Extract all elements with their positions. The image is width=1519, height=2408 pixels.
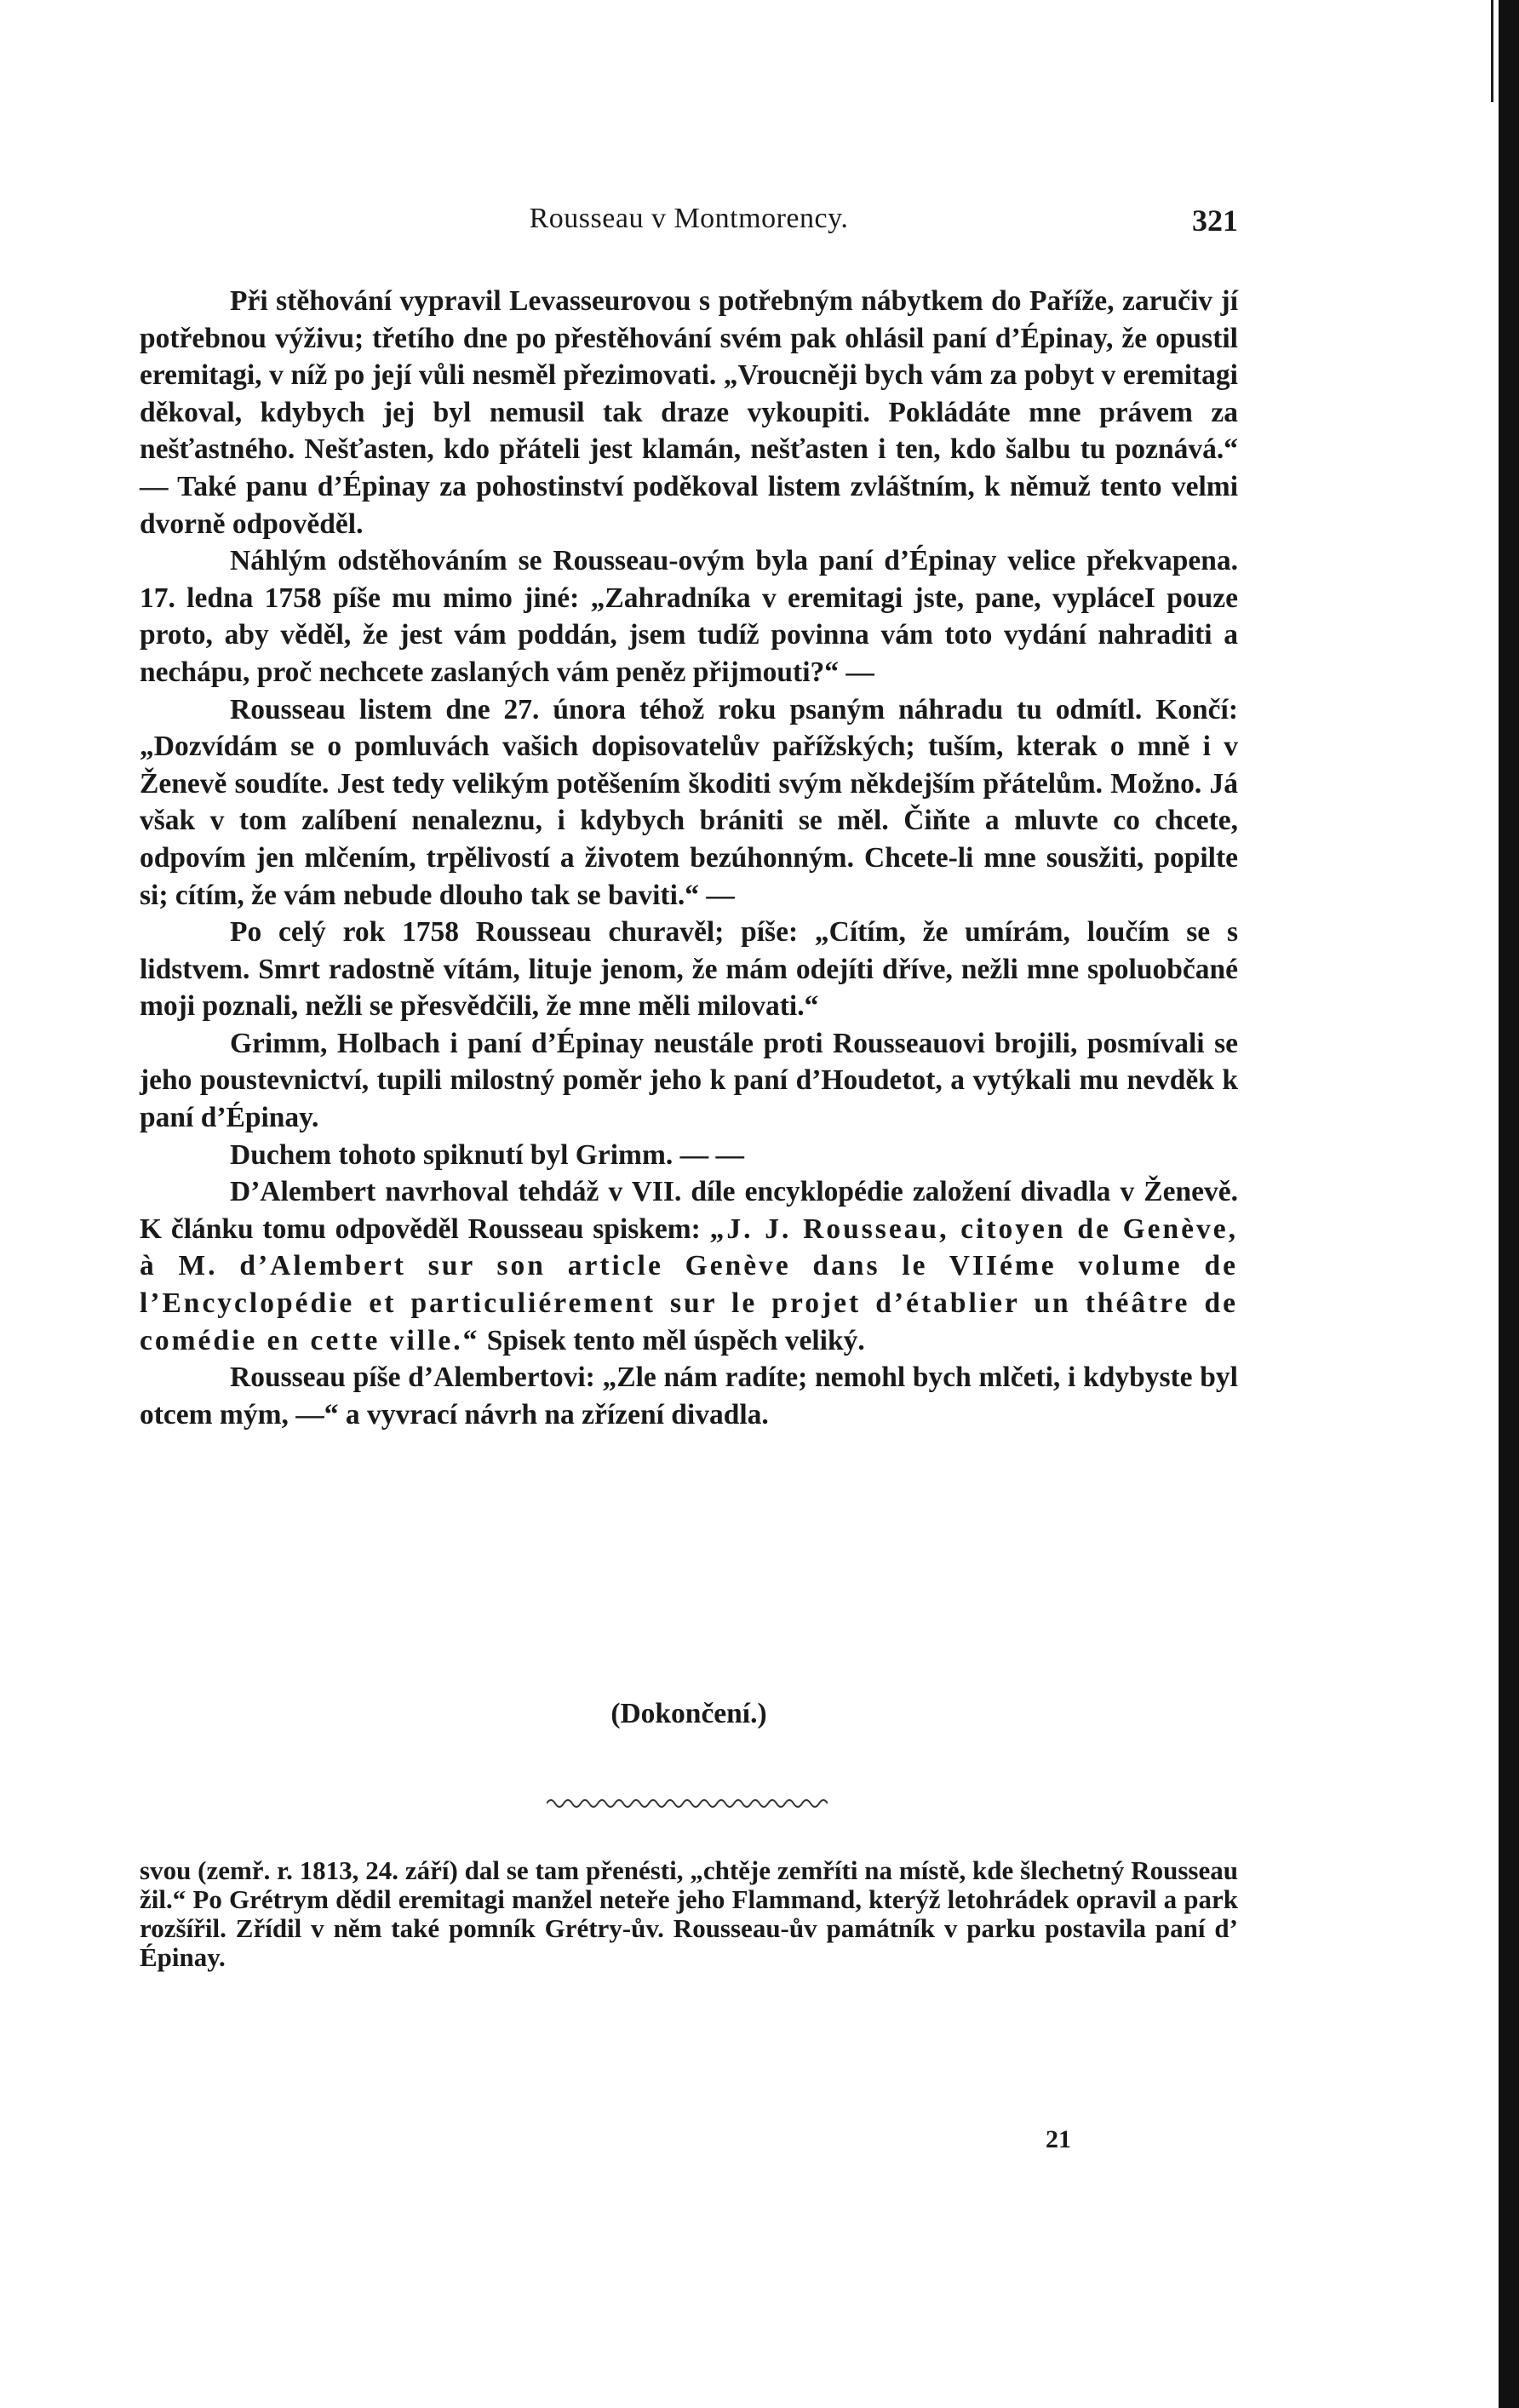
- scan-border: [1499, 0, 1519, 2408]
- paragraph-tail: Spisek tento měl úspěch: [486, 1324, 778, 1356]
- paragraph: Při stěhování vypravil Levasseurovou s potřebným nábytkem do Paříže, zaručiv jí potřebnou výživu; třetího dne po přestěhování svém pak ohlásil paní d’Épinay, že opustil eremitagi, v níž po její vůli nesměl přezimovati. „Vroucněji bych vám za pobyt v eremitagi děkoval, kdybych jej byl nemusil tak draze vykoupiti. Pokládáte mne právem za nešťastného. Nešťasten, kdo přáteli jest klamán, nešťasten i ten, kdo šalbu tu poznává.“ — Také panu d’Épinay za pohostinství poděkoval listem zvláštním, k němuž tento velmi dvorně odpověděl.: [140, 285, 1238, 540]
- paragraph: Rousseau listem dne 27. února téhož roku psaným náhradu tu odmítl. Končí: „Dozvídám se o pomluvách vašich dopisovatelův pařížských; tuším, kterak o mně i v Ženevě soudíte. Jest tedy velikým potěšením škoditi svým někdejším přátelům. Možno. Já však v tom zalíbení nenaleznu, i kdybych brániti se měl. Čiňte a mluvte co chcete, odpovím jen mlčením, trpělivostí a životem bezúhonným. Chcete-li mne sousžiti, popilte si; cítím, že vám nebude dlouho tak se baviti.“ —: [140, 693, 1238, 911]
- signature-mark: 21: [1046, 2125, 1071, 2153]
- body-text: [140, 283, 1238, 1433]
- paragraph: Po celý rok 1758 Rousseau churavěl; píše: „Cítím, že umírám, loučím se s lidstvem. Smrt radostně vítám, lituje jenom, že mám odejíti dříve, nežli mne spoluobčané moji poznali, nežli se přesvědčili, že mne měli milovati.“: [140, 916, 1238, 1023]
- paragraph: Duchem tohoto spiknutí byl Grimm. — —: [230, 1138, 744, 1171]
- page-header: [140, 203, 1238, 245]
- wavy-divider: [547, 1795, 828, 1812]
- paragraph-with-title: [140, 1173, 1238, 1359]
- paragraph: Náhlým odstěhováním se Rousseau-ovým byla paní d’Épinay velice překvapena. 17. ledna 1758 píše mu mimo jiné: „Zahradníka v eremitagi jste, pane, vypláceI pouze proto, aby věděl, že jest vám poddán, jsem tudíž povinna vám toto vydání nahraditi a nechápu, proč nechcete zaslaných vám peněz přijmouti?“ —: [140, 545, 1238, 688]
- scan-edge-line: [1491, 0, 1493, 102]
- closing-note: (Dokončení.): [610, 1698, 767, 1729]
- footnote: [140, 1856, 1238, 1972]
- paragraph-text: D’Alembert navrhoval tehdáž v VII. díle encyklopédie založení divadla v Ženevě. K článku tomu odpověděl Rousseau spiskem:: [140, 1176, 1238, 1245]
- paragraph: Grimm, Holbach i paní d’Épinay neustále proti Rousseauovi brojili, posmívali se jeho poustevnictví, tupili milostný poměr jeho k paní d’Houdetot, a vytýkali mu nevděk k paní d’Épinay.: [140, 1027, 1238, 1134]
- page-number: 321: [1192, 204, 1238, 238]
- paragraph: Rousseau píše d’Alembertovi: „Zle nám radíte; nemohl bych mlčeti, i kdybyste byl otcem mým, —“ a vyvrací návrh na zřízení divadla.: [140, 1362, 1238, 1430]
- french-title: „J. J. Rousseau, citoyen de Genève, à M. d’Alembert sur son article Genève dans le VIIéme volume de l’Encyclopédie et particuliérement sur le projet d’établier un théâtre de comédie en cette ville.“: [140, 1213, 1239, 1356]
- paragraph-tail-2: veliký.: [784, 1324, 865, 1356]
- footnote-text: svou (zemř. r. 1813, 24. září) dal se tam přenésti, „chtěje zemříti na místě, kde šlechetný Rousseau žil.“ Po Grétrym dědil eremitagi manžel neteře jeho Flammand, kterýž letohrádek opravil a park rozšířil. Zřídil v něm také pomník Grétry-ův. Rousseau-ův památník v parku postavila paní d’ Épinay.: [140, 1855, 1238, 1972]
- running-title: Rousseau v Montmorency.: [529, 203, 849, 234]
